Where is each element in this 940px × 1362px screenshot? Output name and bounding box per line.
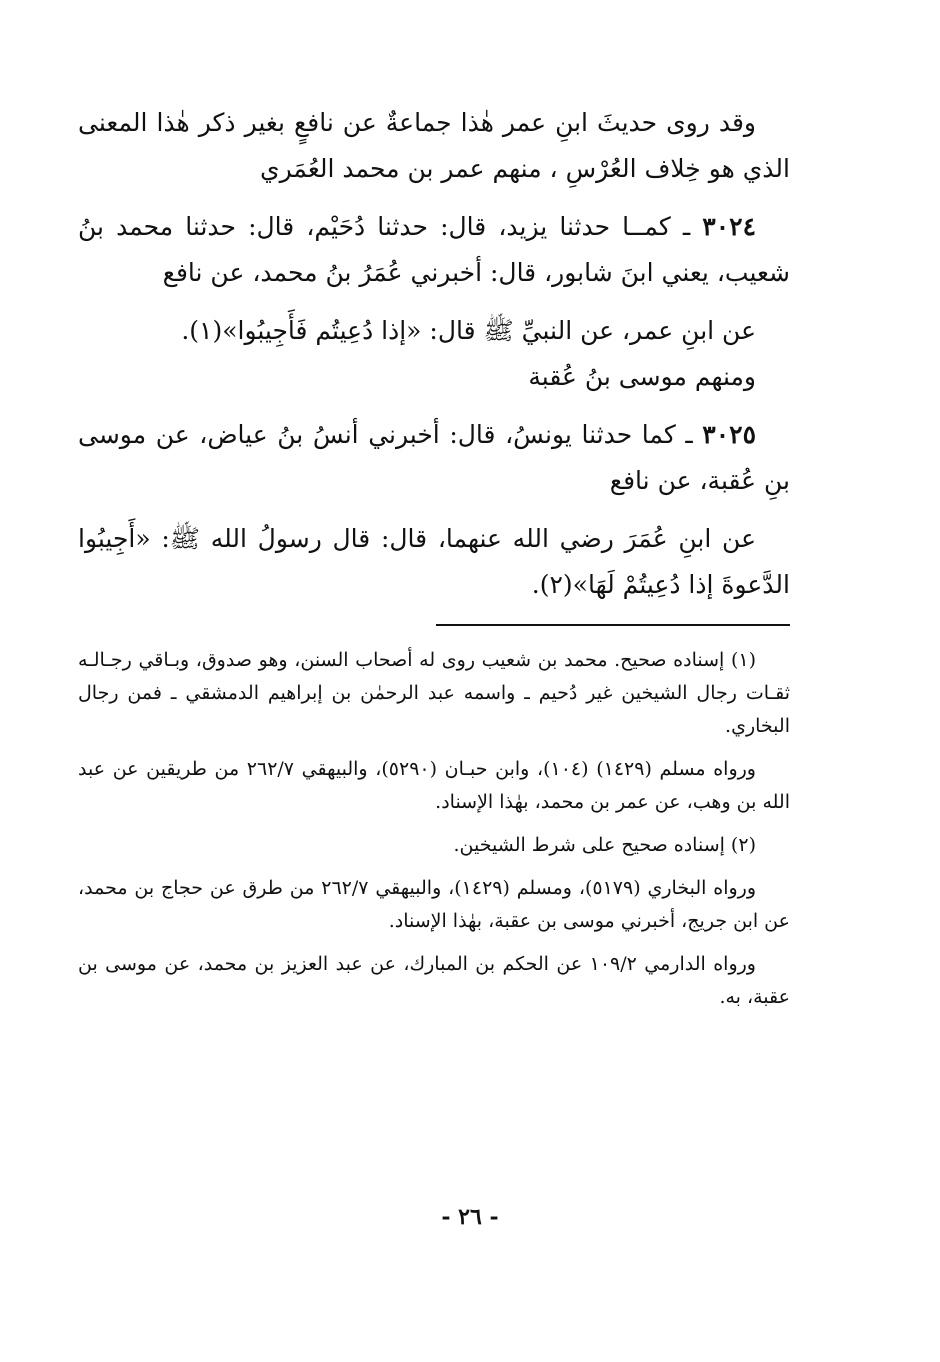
- page-body: [78, 100, 790, 1024]
- hadith-3025: [78, 412, 790, 504]
- footnote-1: (١) إسناده صحيح. محمد بن شعيب روى له أصحاب السنن، وهو صدوق، وبـاقي رجـالـه ثقـات رجال الشيخين غير دُحيم ـ واسمه عبد الرحمٰن بن إبراهيم الدمشقي ـ فمن رجال البخاري.: [78, 649, 790, 737]
- hadith-3025-chain: ـ كما حدثنا يونسُ، قال: أخبرني أنسُ بنُ عياض، عن موسى بنِ عُقبة، عن نافع: [78, 420, 790, 495]
- hadith-3024-chain: ـ كمــا حدثنا يزيد، قال: حدثنا دُحَيْم، قال: حدثنا محمد بنُ شعيب، يعني ابنَ شابور، قال: أخبرني عُمَرُ بنُ محمد، عن نافع: [78, 212, 790, 287]
- main-text: [78, 100, 790, 608]
- footnotes: [78, 644, 790, 1014]
- page-number: - ٢٦ -: [441, 1204, 499, 1230]
- transition-line: ومنهم موسى بنُ عُقبة: [528, 362, 756, 391]
- hadith-3025-matn: عن ابنِ عُمَرَ رضي الله عنهما، قال: قال رسولُ الله ﷺ: «أَجِيبُوا الدَّعوةَ إذا دُعِيتُمْ لَهَا»(٢).: [78, 524, 790, 599]
- footnote-2-continued-2: ورواه الدارمي ١٠٩/٢ عن الحكم بن المبارك، عن عبد العزيز بن محمد، عن موسى بن عقبة، به.: [78, 953, 790, 1008]
- footnote-1-continued: ورواه مسلم (١٤٢٩) (١٠٤)، وابن حبـان (٥٢٩٠)، والبيهقي ٢٦٢/٧ من طريقين عن عبد الله بن وهب، عن عمر بن محمد، بهٰذا الإسناد.: [78, 758, 790, 813]
- footnote-separator: [436, 624, 790, 626]
- footnote-2-continued: ورواه البخاري (٥١٧٩)، ومسلم (١٤٢٩)، والبيهقي ٢٦٢/٧ من طرق عن حجاج بن محمد، عن ابن جريج، أخبرني موسى بن عقبة، بهٰذا الإسناد.: [78, 877, 790, 932]
- footnote-2: (٢) إسناده صحيح على شرط الشيخين.: [453, 834, 756, 856]
- hadith-3024-matn: عن ابنِ عمر، عن النبيِّ ﷺ قال: «إذا دُعِيتُم فَأَجِيبُوا»(١).: [181, 316, 756, 345]
- hadith-number-3024: ٣٠٢٤: [702, 212, 756, 241]
- intro-paragraph: وقد روى حديثَ ابنِ عمر هٰذا جماعةٌ عن نافعٍ بغير ذكر هٰذا المعنى الذي هو خِلاف العُرْسِ ، منهم عمر بن محمد العُمَري: [78, 108, 790, 183]
- hadith-number-3025: ٣٠٢٥: [702, 420, 756, 449]
- hadith-3024: [78, 204, 790, 296]
